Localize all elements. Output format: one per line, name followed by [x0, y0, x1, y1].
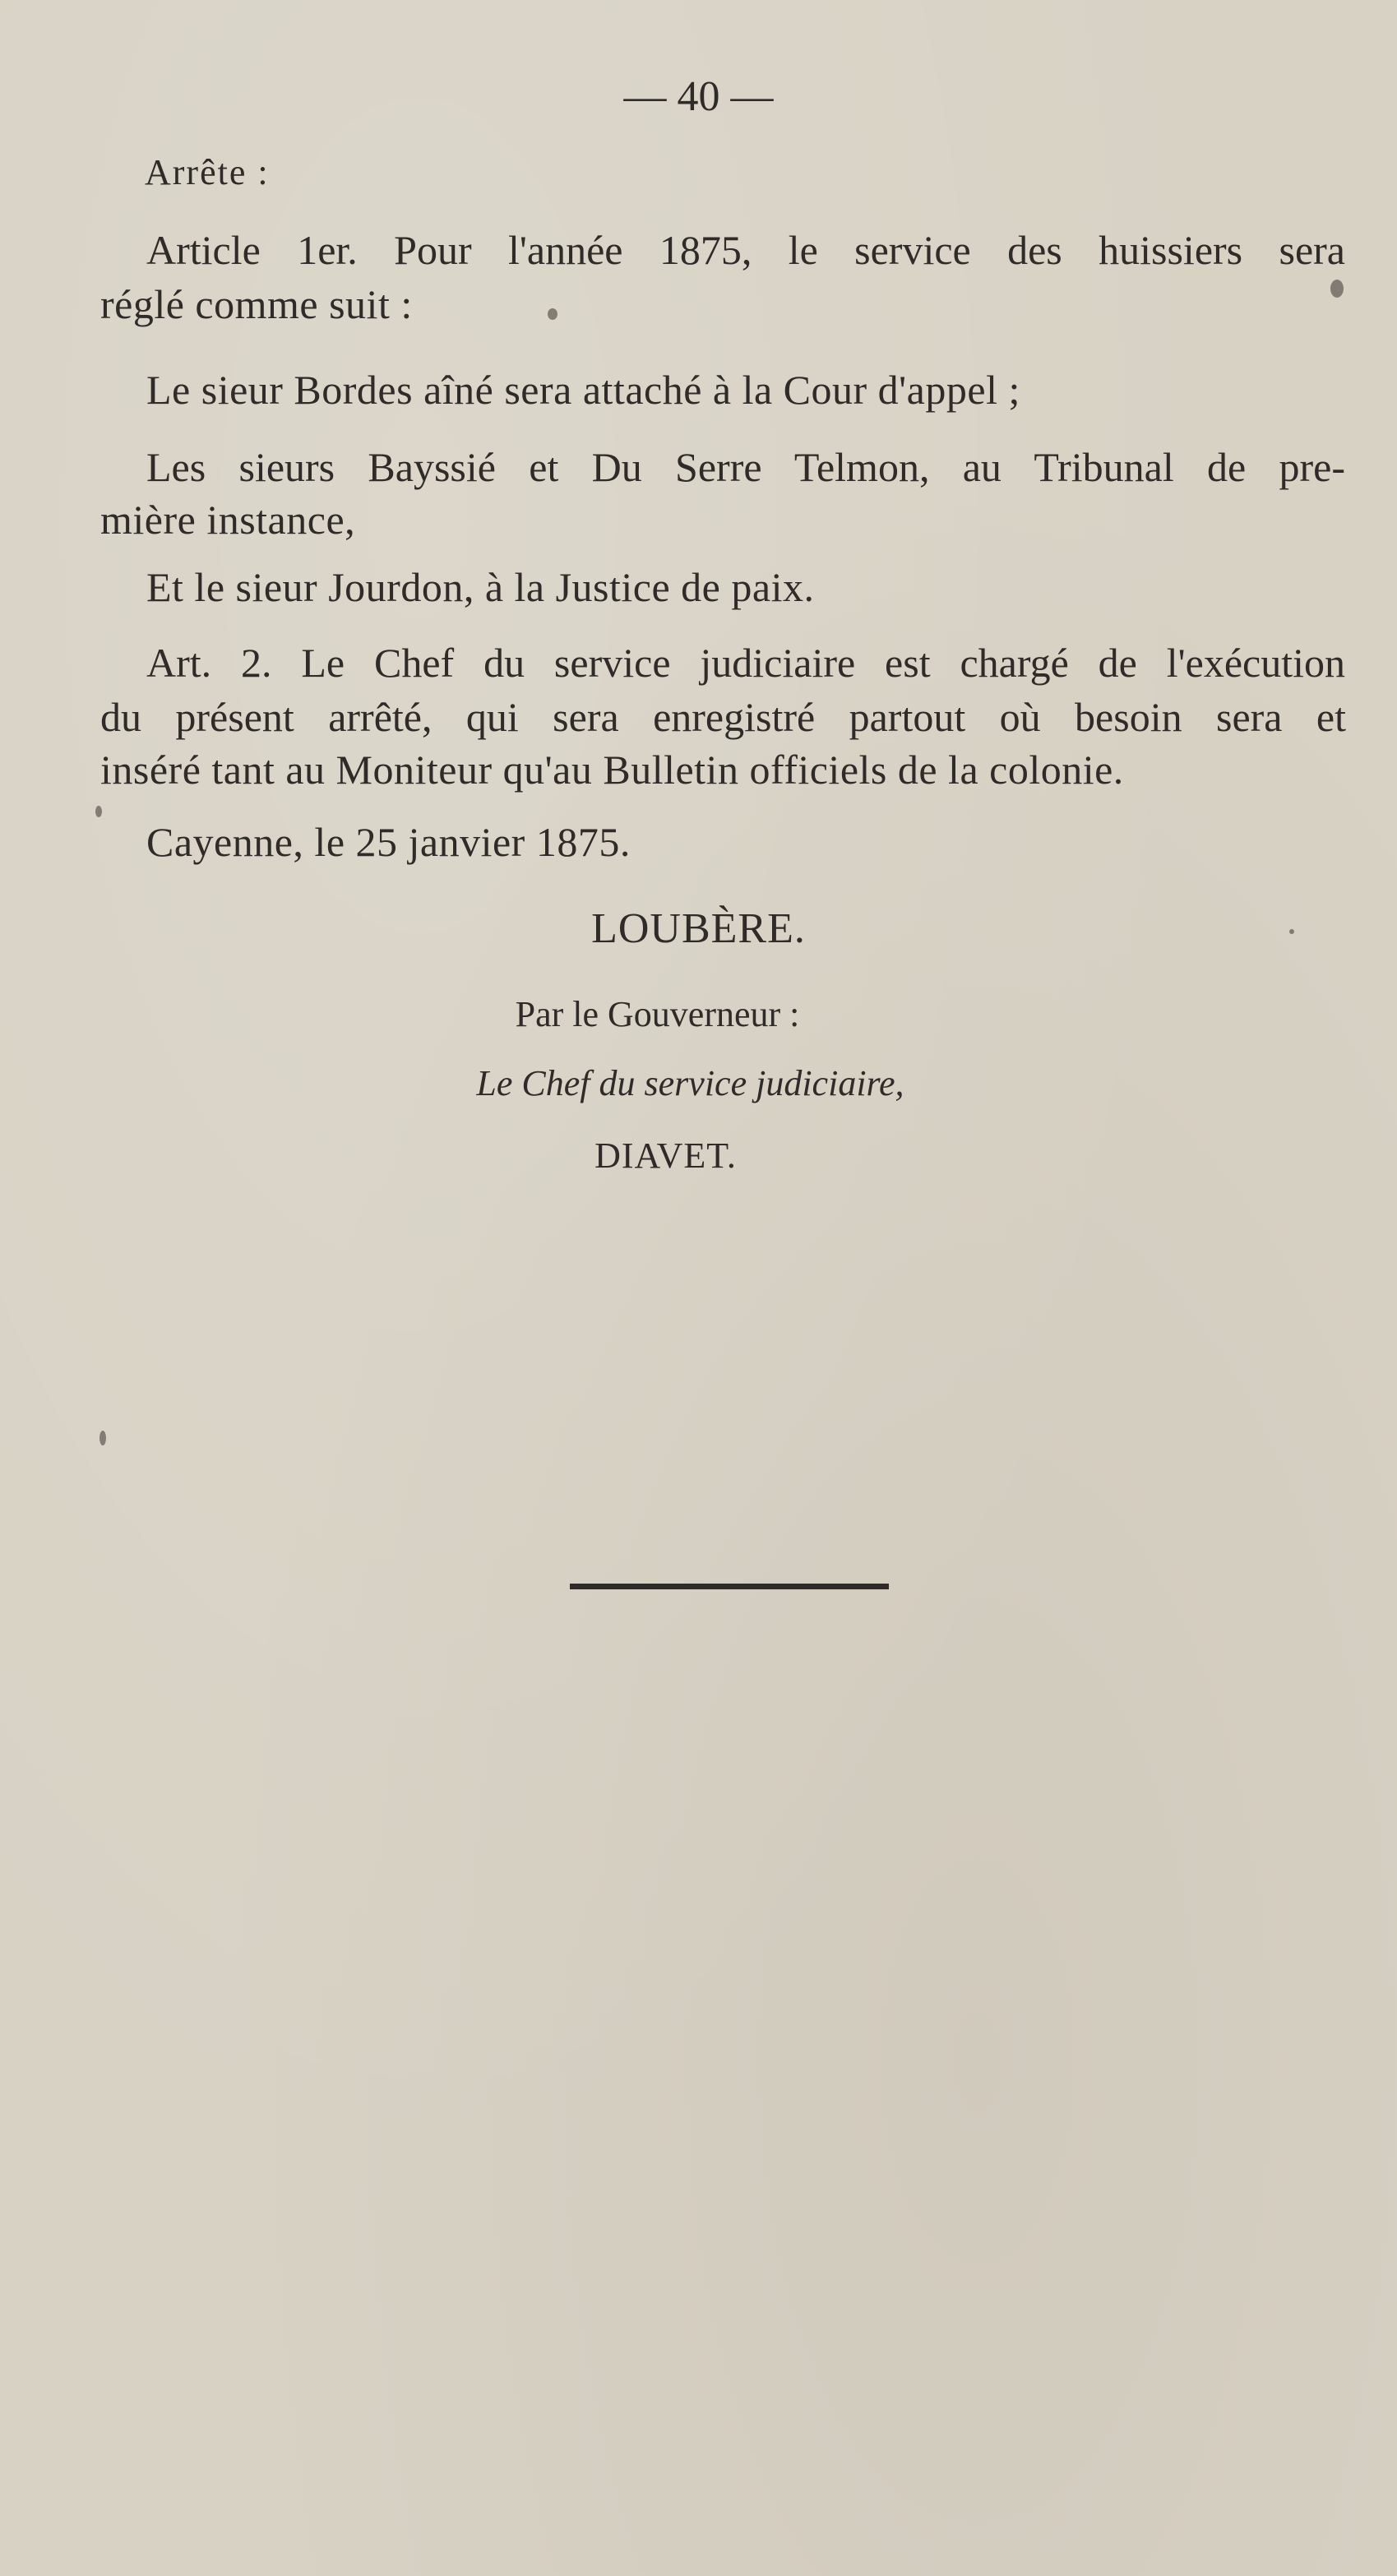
- date-line: Cayenne, le 25 janvier 1875.: [146, 819, 631, 865]
- ink-speck: [1330, 280, 1344, 298]
- line-premiere-instance: mière instance,: [100, 497, 356, 543]
- article-1-line-1: Article 1er. Pour l'année 1875, le service des huissiers sera: [146, 227, 1345, 273]
- article-2-line-3: inséré tant au Moniteur qu'au Bulletin officiels de la colonie.: [100, 747, 1124, 793]
- line-bayssie: Les sieurs Bayssié et Du Serre Telmon, au Tribunal de pre-: [146, 444, 1345, 490]
- ink-speck: [99, 1431, 106, 1445]
- end-rule: [570, 1584, 889, 1589]
- ink-speck: [548, 308, 557, 320]
- line-jourdon: Et le sieur Jourdon, à la Justice de paix.: [146, 564, 815, 610]
- chief-role: Le Chef du service judiciaire,: [476, 1063, 904, 1103]
- line-bordes: Le sieur Bordes aîné sera attaché à la Cour d'appel ;: [146, 367, 1020, 413]
- article-2-line-2: du présent arrêté, qui sera enregistré partout où besoin sera et: [100, 694, 1346, 740]
- decree-heading: Arrête :: [145, 152, 270, 192]
- article-1-line-2: réglé comme suit :: [100, 281, 413, 327]
- chief-signature: DIAVET.: [594, 1135, 737, 1176]
- page-number: — 40 —: [623, 73, 774, 120]
- by-governor-label: Par le Gouverneur :: [515, 994, 800, 1034]
- ink-speck: [95, 806, 102, 817]
- article-2-line-1: Art. 2. Le Chef du service judiciaire est chargé de l'exécution: [146, 640, 1345, 686]
- ink-speck: [1289, 929, 1294, 934]
- governor-signature: LOUBÈRE.: [591, 905, 806, 952]
